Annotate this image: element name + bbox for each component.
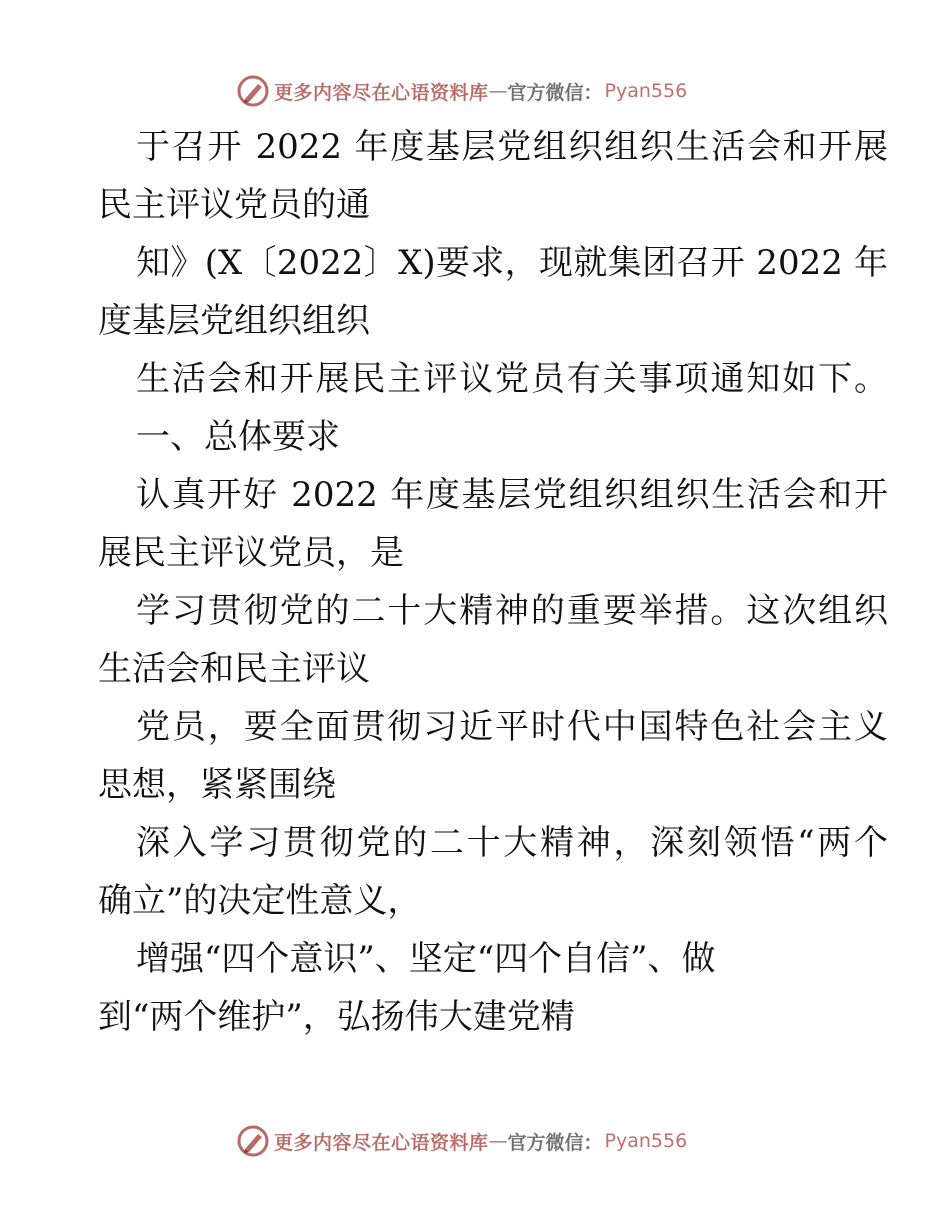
text-line: 度基层党组织组织 — [98, 301, 370, 341]
watermark-wechat-label: 官方微信： — [507, 1131, 603, 1154]
text-line: 知》(X〔2022〕X)要求，现就集团召开 2022 年 — [136, 243, 888, 283]
footer-watermark — [236, 1124, 687, 1158]
text-line: 增强“四个意识”、坚定“四个自信”、做 — [136, 939, 716, 979]
watermark-wechat-id: Pyan556 — [604, 80, 688, 102]
pen-logo-icon — [236, 74, 270, 108]
text-line: 深入学习贯彻党的二十大精神，深刻领悟“两个 — [136, 823, 888, 863]
text-line: 民主评议党员的通 — [98, 185, 370, 225]
watermark-dash: — — [488, 80, 508, 102]
watermark-dash: — — [488, 1130, 508, 1152]
header-watermark — [236, 74, 687, 108]
pen-logo-icon — [236, 1124, 270, 1158]
text-line: 于召开 2022 年度基层党组织组织生活会和开展 — [136, 127, 888, 167]
watermark-wechat-id: Pyan556 — [604, 1130, 688, 1152]
text-line: 到“两个维护”，弘扬伟大建党精 — [98, 997, 575, 1037]
text-line: 展民主评议党员，是 — [98, 533, 404, 573]
section-heading: 一、总体要求 — [136, 417, 340, 457]
text-line: 党员，要全面贯彻习近平时代中国特色社会主义 — [136, 707, 888, 747]
text-line: 认真开好 2022 年度基层党组织组织生活会和开 — [136, 475, 888, 515]
text-line: 思想，紧紧围绕 — [98, 765, 336, 805]
text-line: 生活会和开展民主评议党员有关事项通知如下。 — [136, 359, 888, 399]
watermark-label: 更多内容尽在心语资料库 — [274, 1131, 489, 1154]
text-line: 学习贯彻党的二十大精神的重要举措。这次组织 — [136, 591, 888, 631]
watermark-label: 更多内容尽在心语资料库 — [274, 81, 489, 104]
text-line: 确立”的决定性意义， — [98, 881, 422, 921]
watermark-wechat-label: 官方微信： — [507, 81, 603, 104]
document-body — [98, 118, 888, 1046]
text-line: 生活会和民主评议 — [98, 649, 370, 689]
